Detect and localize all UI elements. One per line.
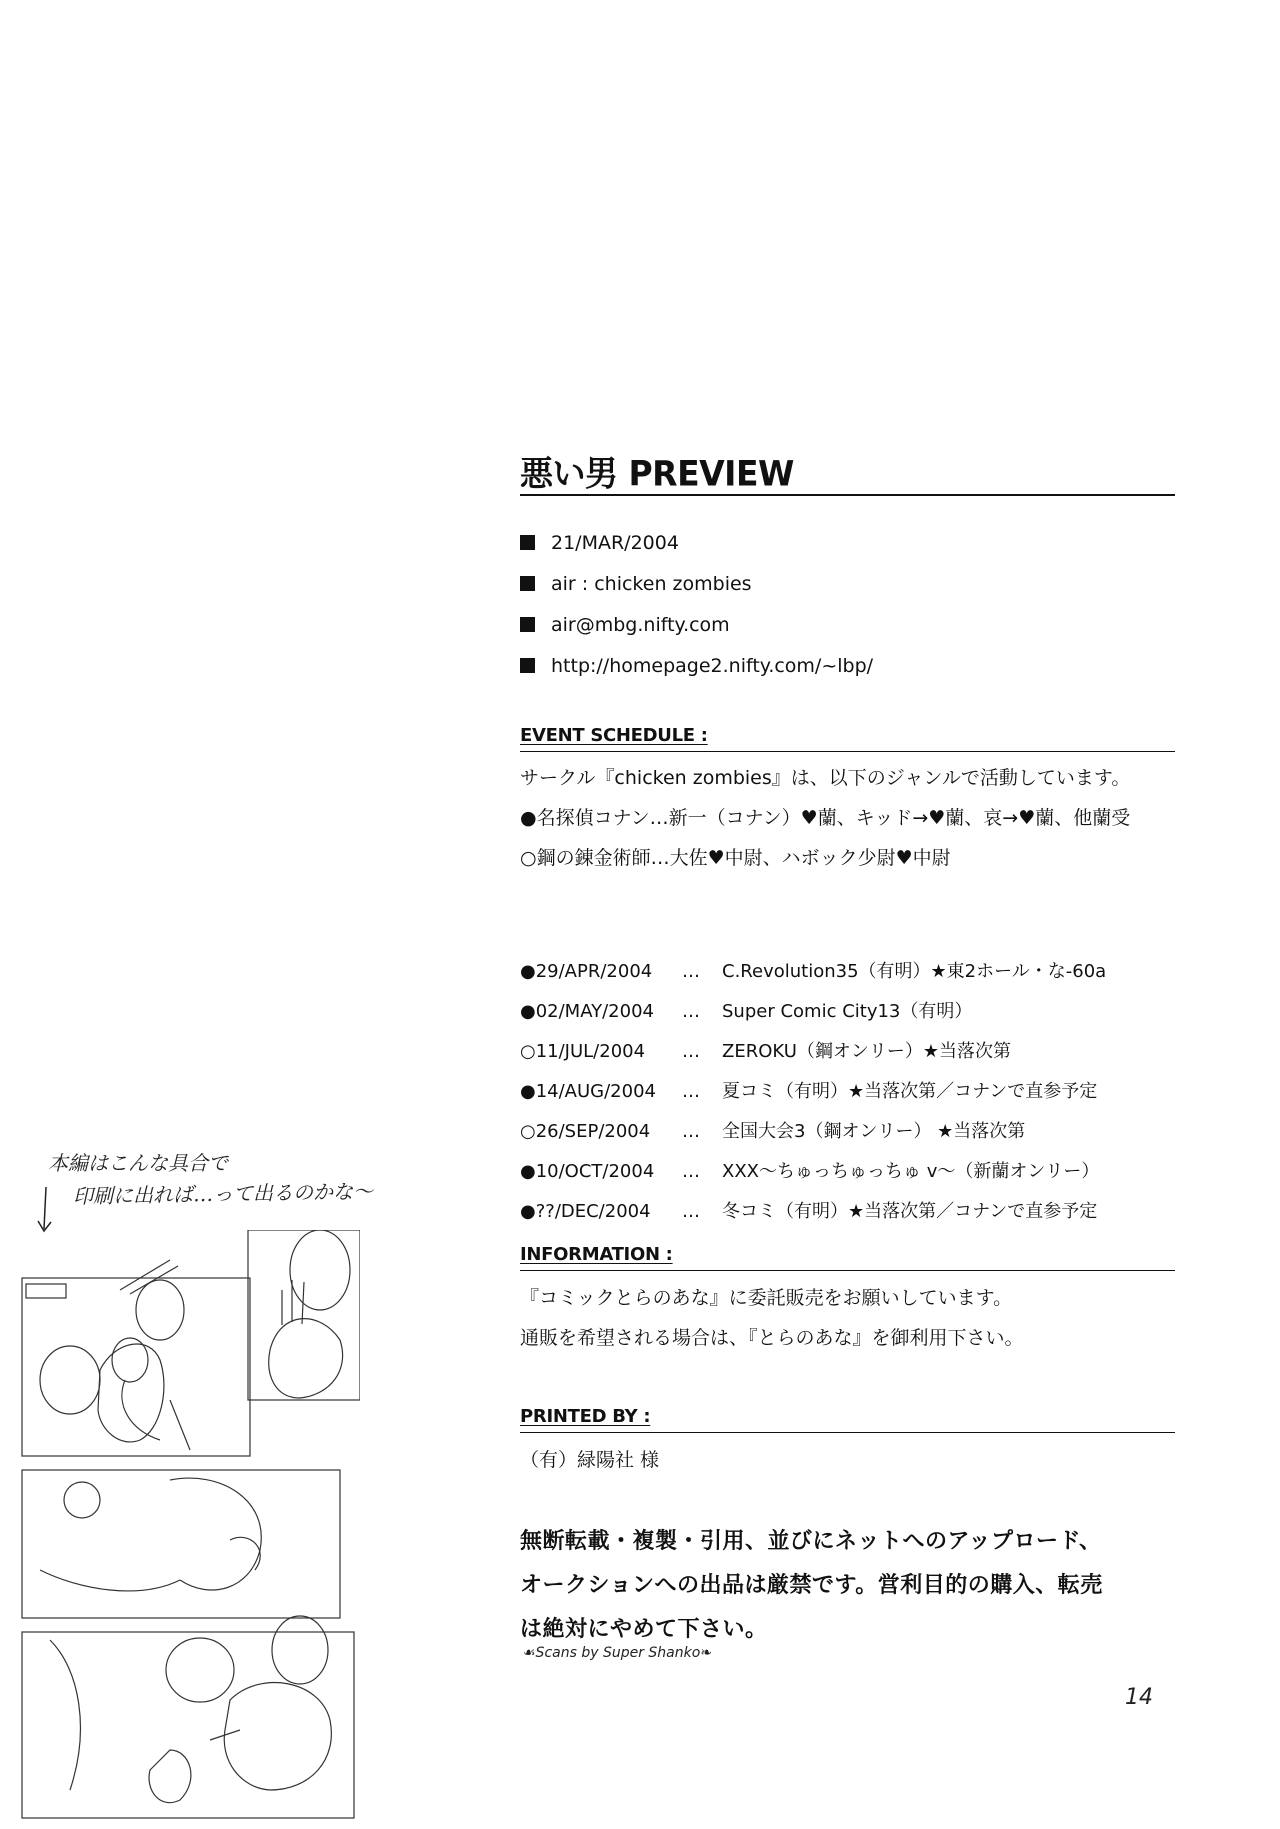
square-bullet-icon — [520, 658, 535, 673]
event-schedule-heading: EVENT SCHEDULE : — [520, 725, 1175, 752]
printer-name: （有）緑陽社 様 — [520, 1449, 660, 1471]
warning-line: オークションへの出品は厳禁です。営利目的の購入、転売 — [520, 1573, 1103, 1598]
event-row: ○11/JUL/2004 … ZEROKU（鋼オンリー）★当落次第 — [520, 1041, 1012, 1062]
event-row: ●29/APR/2004 … C.Revolution35（有明）★東2ホール・な-60a — [520, 961, 1107, 982]
comic-panel — [22, 1632, 354, 1818]
info-list — [520, 522, 1175, 686]
event-list — [520, 952, 1220, 1232]
info-item: 21/MAR/2004 — [520, 522, 1175, 563]
square-bullet-icon — [520, 576, 535, 591]
title-divider — [520, 494, 1175, 496]
event-row: ○26/SEP/2004 … 全国大会3（鋼オンリー） ★当落次第 — [520, 1121, 1026, 1142]
page-title: 悪い男 PREVIEW — [520, 453, 794, 494]
square-bullet-icon — [520, 535, 535, 550]
info-item: air@mbg.nifty.com — [520, 604, 1175, 645]
printed-by-heading: PRINTED BY : — [520, 1406, 1175, 1433]
scan-credit: ☙Scans by Super Shanko❧ — [523, 1645, 713, 1661]
printed-by-lines — [520, 1440, 1220, 1480]
intro-line: サークル『chicken zombies』は、以下のジャンルで活動しています。 — [520, 767, 1131, 789]
information-line: 通販を希望される場合は、『とらのあな』を御利用下さい。 — [520, 1327, 1024, 1349]
event-row: ●??/DEC/2004 … 冬コミ（有明）★当落次第／コナンで直参予定 — [520, 1201, 1098, 1222]
down-arrow-icon — [36, 1185, 56, 1235]
square-bullet-icon — [520, 617, 535, 632]
info-item: air : chicken zombies — [520, 563, 1175, 604]
event-row: ●02/MAY/2004 … Super Comic City13（有明） — [520, 1001, 973, 1022]
note-line: 本編はこんな具合で — [48, 1151, 228, 1175]
comic-panel — [22, 1470, 340, 1618]
page-number: 14 — [1125, 1685, 1153, 1710]
copyright-warning — [520, 1520, 1200, 1652]
info-item: http://homepage2.nifty.com/~lbp/ — [520, 645, 1175, 686]
information-lines — [520, 1278, 1220, 1358]
event-schedule-intro — [520, 758, 1220, 878]
event-row: ●10/OCT/2004 … XXX～ちゅっちゅっちゅ v～（新蘭オンリー） — [520, 1161, 1100, 1182]
warning-line: は絶対にやめて下さい。 — [520, 1617, 768, 1642]
information-heading: INFORMATION : — [520, 1244, 1175, 1271]
event-row: ●14/AUG/2004 … 夏コミ（有明）★当落次第／コナンで直参予定 — [520, 1081, 1098, 1102]
information-line: 『コミックとらのあな』に委託販売をお願いしています。 — [520, 1287, 1013, 1309]
handwritten-note — [48, 1148, 488, 1208]
manga-preview-sketch — [20, 1230, 360, 1820]
note-line: 印刷に出れば…って出るのかな～ — [72, 1179, 374, 1209]
intro-line: ●名探偵コナン…新一（コナン）♥蘭、キッド→♥蘭、哀→♥蘭、他蘭受 — [520, 807, 1131, 829]
warning-line: 無断転載・複製・引用、並びにネットへのアップロード、 — [520, 1529, 1102, 1554]
comic-panel — [248, 1230, 360, 1400]
intro-line: ○鋼の錬金術師…大佐♥中尉、ハボック少尉♥中尉 — [520, 847, 951, 869]
